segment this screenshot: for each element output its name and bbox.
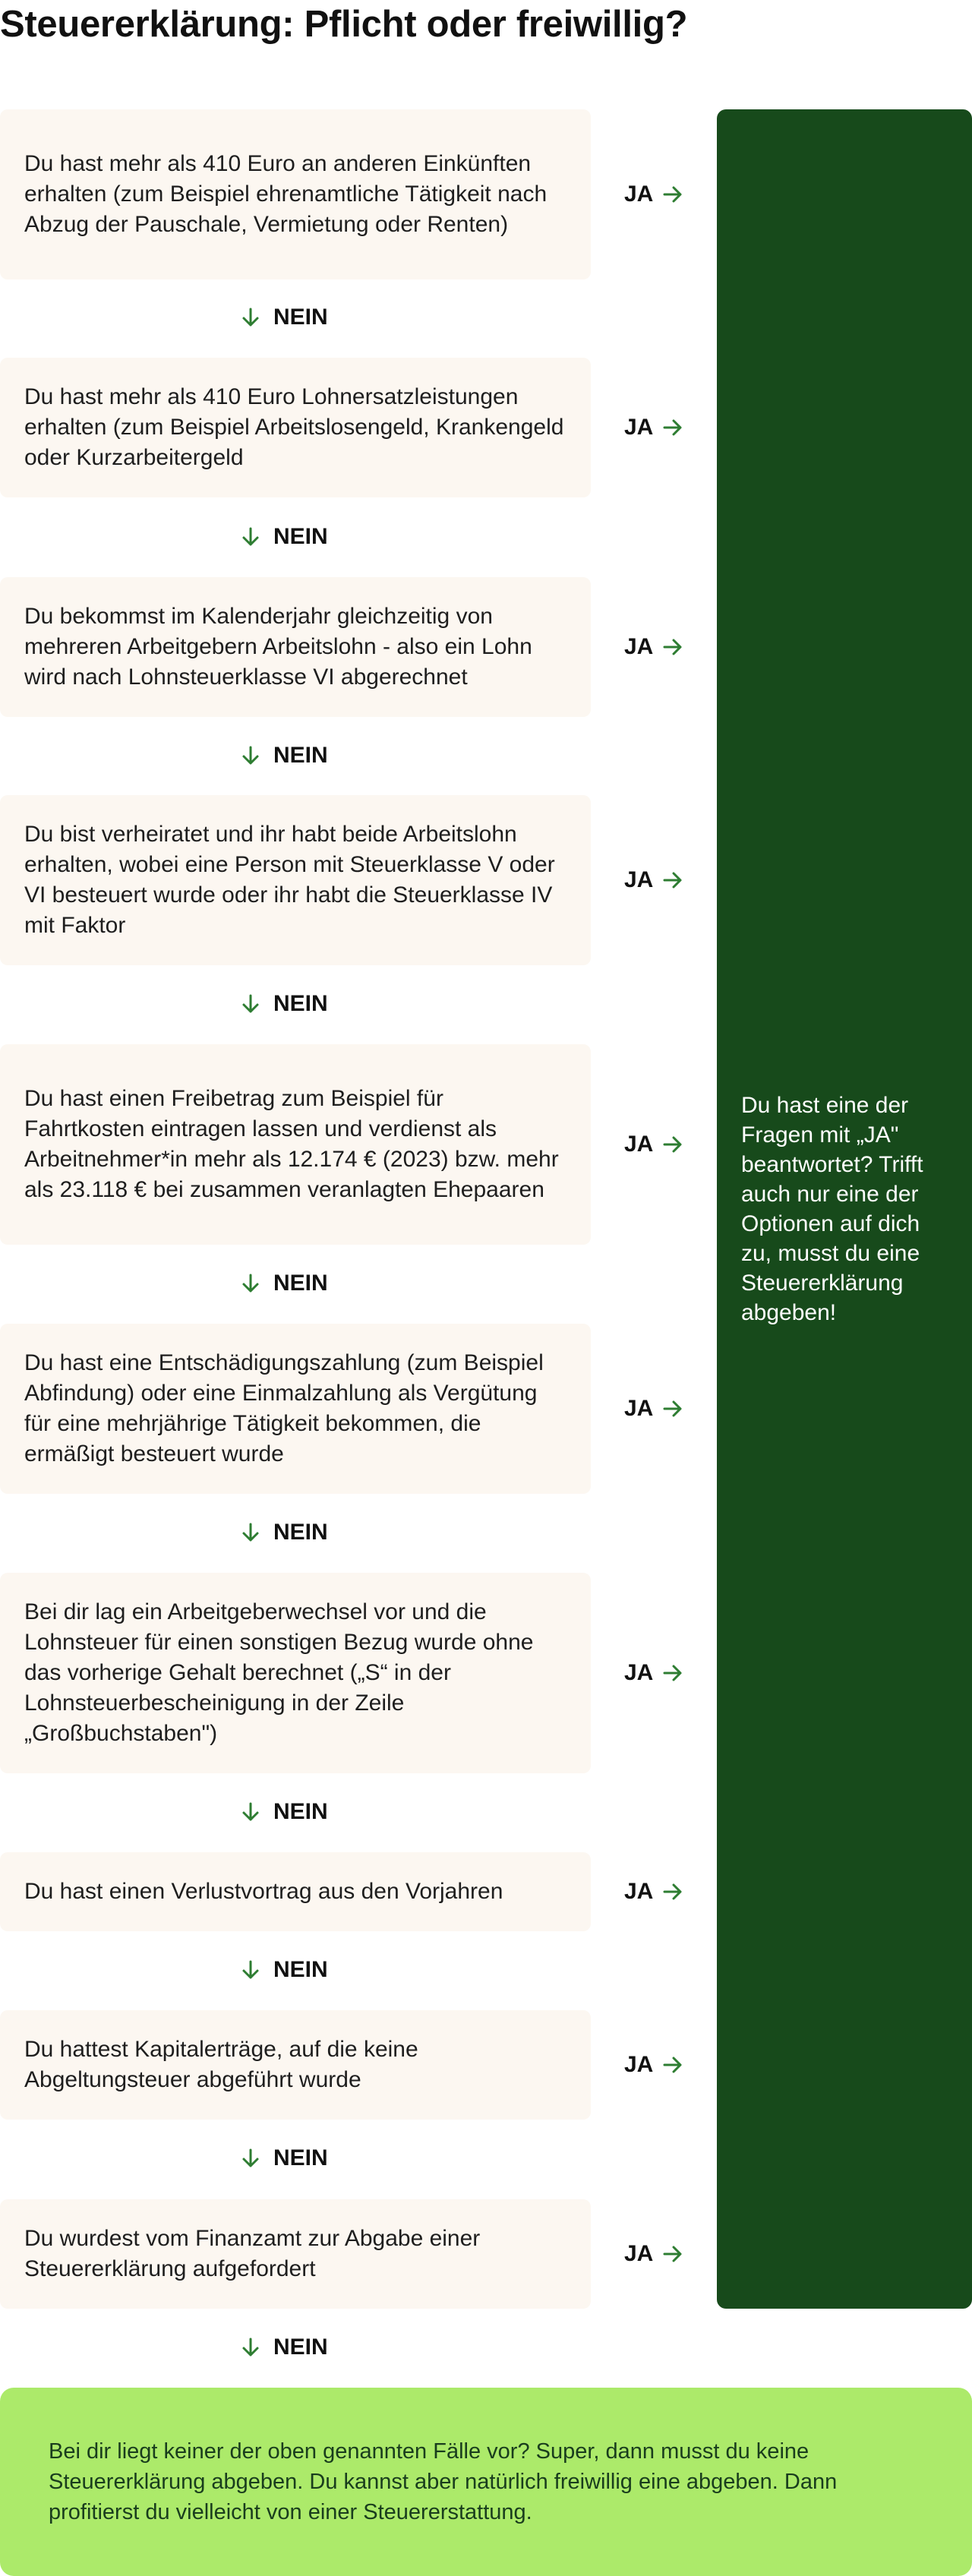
- arrow-down-icon: [240, 307, 261, 328]
- question-box: [0, 577, 591, 717]
- question-box: [0, 1573, 591, 1773]
- no-branch: [240, 522, 328, 552]
- arrow-right-icon: [662, 1398, 683, 1419]
- no-label: NEIN: [273, 524, 328, 549]
- arrow-down-icon: [240, 1801, 261, 1823]
- yes-branch: [624, 412, 700, 443]
- yes-branch: [624, 2239, 700, 2269]
- no-label: NEIN: [273, 991, 328, 1016]
- arrow-down-icon: [240, 1522, 261, 1543]
- question-box: [0, 358, 591, 497]
- question-box: [0, 795, 591, 965]
- yes-branch: [624, 1129, 700, 1160]
- arrow-right-icon: [662, 2243, 683, 2265]
- arrow-down-icon: [240, 993, 261, 1015]
- yes-branch: [624, 1877, 700, 1907]
- arrow-right-icon: [662, 2054, 683, 2076]
- arrow-down-icon: [240, 1959, 261, 1981]
- arrow-right-icon: [662, 417, 683, 438]
- arrow-right-icon: [662, 870, 683, 891]
- no-branch: [240, 1797, 328, 1827]
- yes-label: JA: [624, 1660, 654, 1685]
- no-branch: [240, 2332, 328, 2363]
- question-text: Bei dir lag ein Arbeitgeberwechsel vor und die Lohnsteuer für einen sonstigen Bezug wurde ohne das vorherige Gehalt berechnet („S“ in der Lohnsteuerbescheinigung in der Zeile „Großbuchstaben"): [24, 1599, 534, 1746]
- question-text: Du hast einen Verlustvortrag aus den Vorjahren: [24, 1879, 503, 1904]
- question-text: Du bist verheiratet und ihr habt beide Arbeitslohn erhalten, wobei eine Person mit Steuerklasse V oder VI besteuert wurde oder ihr habt die Steuerklasse IV mit Faktor: [24, 822, 555, 938]
- yes-branch: [624, 179, 700, 210]
- result-no-text: Bei dir liegt keiner der oben genannten Fälle vor? Super, dann musst du keine Steuererklärung abgeben. Du kannst aber natürlich freiwillig eine abgeben. Dann profitierst du vielleicht von einer Steuererstattung.: [49, 2439, 838, 2524]
- no-branch: [240, 989, 328, 1019]
- question-text: Du hast mehr als 410 Euro an anderen Einkünften erhalten (zum Beispiel ehrenamtliche Tätigkeit nach Abzug der Pauschale, Vermietung oder Renten): [24, 151, 548, 237]
- question-text: Du hast einen Freibetrag zum Beispiel für Fahrtkosten eintragen lassen und verdienst als Arbeitnehmer*in mehr als 12.174 € (2023) bzw. mehr als 23.118 € bei zusammen veranlagten Ehepaaren: [24, 1086, 559, 1202]
- yes-label: JA: [624, 2241, 654, 2266]
- arrow-right-icon: [662, 1662, 683, 1684]
- question-text: Du wurdest vom Finanzamt zur Abgabe einer Steuererklärung aufgefordert: [24, 2226, 481, 2281]
- question-box: [0, 2010, 591, 2120]
- arrow-right-icon: [662, 636, 683, 658]
- yes-label: JA: [624, 634, 654, 659]
- no-label: NEIN: [273, 1957, 328, 1982]
- arrow-down-icon: [240, 745, 261, 766]
- arrow-right-icon: [662, 1134, 683, 1155]
- yes-branch: [624, 632, 700, 662]
- question-text: Du hast eine Entschädigungszahlung (zum Beispiel Abfindung) oder eine Einmalzahlung als Vergütung für eine mehrjährige Tätigkeit bekommen, die ermäßigt besteuert wurde: [24, 1350, 544, 1466]
- yes-label: JA: [624, 2052, 654, 2077]
- yes-branch: [624, 1394, 700, 1424]
- no-label: NEIN: [273, 1799, 328, 1824]
- no-label: NEIN: [273, 1271, 328, 1296]
- yes-label: JA: [624, 1132, 654, 1157]
- result-no-panel: [0, 2388, 972, 2576]
- yes-branch: [624, 865, 700, 895]
- no-label: NEIN: [273, 305, 328, 330]
- arrow-down-icon: [240, 2337, 261, 2358]
- question-text: Du hattest Kapitalerträge, auf die keine Abgeltungsteuer abgeführt wurde: [24, 2037, 418, 2092]
- result-yes-text: Du hast eine der Fragen mit „JA" beantwortet? Trifft auch nur eine der Optionen auf dich zu, musst du eine Steuererklärung abgeben!: [741, 1093, 923, 1325]
- yes-label: JA: [624, 867, 654, 892]
- no-branch: [240, 1955, 328, 1985]
- no-branch: [240, 740, 328, 771]
- arrow-down-icon: [240, 2148, 261, 2169]
- arrow-down-icon: [240, 526, 261, 548]
- no-branch: [240, 302, 328, 333]
- question-box: [0, 1324, 591, 1494]
- arrow-right-icon: [662, 1881, 683, 1902]
- question-box: [0, 1852, 591, 1931]
- question-text: Du hast mehr als 410 Euro Lohnersatzleistungen erhalten (zum Beispiel Arbeitslosengeld, Krankengeld oder Kurzarbeitergeld: [24, 384, 564, 470]
- question-text: Du bekommst im Kalenderjahr gleichzeitig von mehreren Arbeitgebern Arbeitslohn - also ein Lohn wird nach Lohnsteuerklasse VI abgerechnet: [24, 604, 532, 690]
- yes-label: JA: [624, 1879, 654, 1904]
- yes-label: JA: [624, 182, 654, 207]
- no-label: NEIN: [273, 2145, 328, 2170]
- arrow-right-icon: [662, 184, 683, 205]
- no-branch: [240, 1268, 328, 1299]
- question-box: [0, 109, 591, 279]
- yes-label: JA: [624, 415, 654, 440]
- yes-label: JA: [624, 1396, 654, 1421]
- no-label: NEIN: [273, 1520, 328, 1545]
- no-label: NEIN: [273, 2334, 328, 2360]
- arrow-down-icon: [240, 1273, 261, 1294]
- yes-branch: [624, 2050, 700, 2080]
- question-box: [0, 1044, 591, 1245]
- no-branch: [240, 2143, 328, 2174]
- no-branch: [240, 1517, 328, 1548]
- page-title: Steuererklärung: Pflicht oder freiwillig?: [0, 4, 688, 45]
- result-yes-panel: [717, 109, 972, 2309]
- yes-branch: [624, 1658, 700, 1688]
- question-box: [0, 2199, 591, 2309]
- no-label: NEIN: [273, 743, 328, 768]
